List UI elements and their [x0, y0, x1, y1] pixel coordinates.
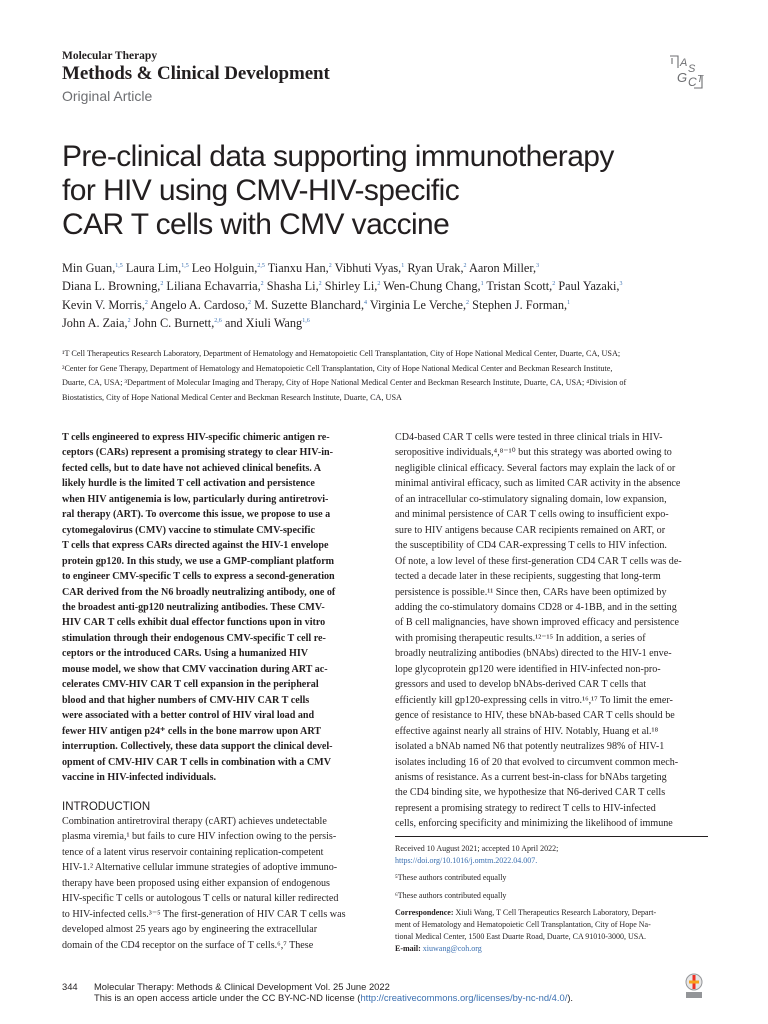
author-name: Shirley Li, — [321, 279, 378, 294]
introduction-text — [62, 814, 376, 953]
abstract-line: celerates CMV-HIV CAR T cell expansion in the peripheral — [62, 679, 319, 691]
license-text: This is an open access article under the CC BY-NC-ND license ( — [94, 992, 361, 1003]
footnote-6: ⁶These authors contributed equally — [395, 890, 507, 900]
affiliation-marker: 2 — [552, 281, 556, 288]
body-text-right-column — [395, 430, 708, 832]
affiliation-marker: 3 — [536, 262, 540, 269]
correspondence-label: Correspondence: — [395, 907, 454, 917]
affiliation-marker: 1 — [401, 262, 405, 269]
author-name: Leo Holguin, — [188, 261, 258, 275]
affiliation-marker: 2 — [260, 281, 264, 288]
correspondence-line — [395, 907, 708, 919]
intro-line: domain of the CD4 receptor on the surface of T cells.⁶,⁷ These — [62, 939, 314, 951]
intro-line: Combination antiretroviral therapy (cART) achieves undetectable — [62, 816, 327, 827]
body-line: of B cell malignancies, have shown improved efficacy and persistence — [395, 617, 680, 629]
body-line: effective against nearly all strains of HIV. Notably, Huang et al.¹⁸ — [395, 725, 659, 737]
article-title — [62, 140, 682, 242]
article-type: Original Article — [62, 88, 153, 104]
abstract-line: fected cells, but to date have not achieved clinical benefits. A — [62, 462, 322, 474]
body-line: minimal antiviral efficacy, such as limited CAR activity in the absence — [395, 478, 681, 490]
author-name: Diana L. Browning, — [62, 279, 161, 294]
intro-line: tence of a latent virus reservoir containing replication-competent — [62, 846, 324, 858]
title-line: CAR T cells with CMV vaccine — [62, 208, 450, 241]
abstract-line: to engineer CMV-specific T cells to express a second-generation — [62, 571, 335, 583]
license-line — [94, 992, 573, 1003]
author-name: Aaron Miller, — [466, 261, 537, 275]
author-line — [62, 277, 722, 295]
abstract-line: protein gp120. In this study, we use a GMP-compliant platform — [62, 555, 335, 567]
correspondence-text: tional Medical Center, 1500 East Duarte Road, Duarte, CA 91010-3000, USA. — [395, 932, 646, 942]
abstract-line: fewer HIV antigen p24⁺ cells in the bone marrow upon ART — [62, 725, 322, 737]
affiliations — [62, 347, 712, 406]
abstract-line: T cells that express CARs directed against the HIV-1 envelope — [62, 540, 329, 552]
body-line: sure to HIV antigens because CAR recipients remained on ART, or — [395, 524, 666, 536]
author-name: Stephen J. Forman, — [469, 297, 568, 312]
author-name: Min Guan, — [62, 261, 116, 275]
title-line: for HIV using CMV-HIV-specific — [62, 174, 460, 207]
abstract-line: HIV CAR T cells exhibit dual effector functions upon in vitro — [62, 617, 326, 629]
affiliation-line: Duarte, CA, USA; ³Department of Molecular Imaging and Therapy, City of Hope National Medical Center and Beckman Research Institute, Duarte, CA, USA; ⁴Division of — [62, 378, 627, 388]
body-line: persistence is possible.¹¹ Since then, CARs have been optimized by — [395, 586, 667, 598]
author-line — [62, 314, 722, 332]
affiliation-line: Biostatistics, City of Hope National Medical Center and Beckman Research Institute, Duarte, CA, USA — [62, 393, 402, 403]
abstract-line: when HIV antigenemia is low, particularly during antiretrovi- — [62, 493, 329, 505]
author-name: and Xiuli Wang — [221, 315, 303, 330]
affiliation-marker: 2 — [248, 299, 251, 306]
correspondence-text: ment of Hematology and Hematopoietic Cell Transplantation, City of Hope Na- — [395, 920, 651, 930]
intro-line: to HIV-infected cells.³⁻⁵ The first-generation of HIV CAR T cells was — [62, 908, 346, 920]
footnote-5: ⁵These authors contributed equally — [395, 873, 507, 883]
author-name: Kevin V. Morris, — [62, 297, 145, 312]
received-dates: Received 10 August 2021; accepted 10 April 2022; — [395, 844, 559, 853]
author-list — [62, 259, 722, 332]
affiliation-marker: 1,5 — [181, 262, 189, 269]
author-name: Angelo A. Cardoso, — [147, 297, 248, 312]
author-name: Laura Lim, — [122, 261, 182, 275]
body-line: gence of resistance to HIV, these bNAb-based CAR T cells should be — [395, 710, 675, 722]
affiliation-marker: 2 — [377, 281, 381, 288]
author-line — [62, 259, 722, 277]
body-line: the susceptibility of CD4 CAR-expressing T cells to HIV infection. — [395, 540, 667, 552]
abstract-line: the broadest anti-gp120 neutralizing antibodies. These CMV- — [62, 601, 325, 613]
author-name: Paul Yazaki, — [555, 279, 620, 294]
affiliation-marker: 3 — [619, 281, 623, 288]
abstract-line: likely hurdle is the limited T cell activation and persistence — [62, 478, 315, 490]
svg-text:S: S — [688, 63, 696, 75]
abstract-line: ceptors (CARs) represent a promising strategy to clear HIV-in- — [62, 447, 333, 459]
body-line: adding the co-stimulatory domains CD28 or 4-1BB, and in the setting — [395, 601, 677, 613]
body-line: lope glycoprotein gp120 were identified in HIV-infected non-pro- — [395, 663, 661, 675]
author-name: Wen-Chung Chang, — [380, 279, 481, 294]
crossmark-icon[interactable] — [683, 972, 705, 1000]
body-line: Of note, a low level of these first-generation CD4 CAR T cells was de- — [395, 555, 682, 567]
svg-text:T: T — [697, 74, 704, 85]
abstract-line: ceptors or the introduced CARs. Using a humanized HIV — [62, 648, 309, 660]
affiliation-marker: 1 — [480, 281, 484, 288]
license-link[interactable]: http://creativecommons.org/licenses/by-nc-nd/4.0/ — [360, 992, 568, 1003]
title-line: Pre-clinical data supporting immunotherapy — [62, 140, 614, 173]
author-name: Vibhuti Vyas, — [331, 261, 402, 275]
body-line: represent a promising strategy to redirect T cells to HIV-infected — [395, 802, 656, 814]
body-line: isolated a bNAb named N6 that potently neutralizes 98% of HIV-1 — [395, 741, 665, 753]
intro-line: plasma viremia,¹ but fails to cure HIV infection owing to the persis- — [62, 831, 337, 843]
section-heading-introduction: INTRODUCTION — [62, 801, 151, 813]
body-line: seropositive individuals,⁴,⁸⁻¹⁰ but this strategy was aborted owing to — [395, 447, 672, 459]
asgct-logo-icon — [664, 52, 708, 92]
affiliation-marker: 2 — [463, 262, 467, 269]
abstract-line: T cells engineered to express HIV-specific chimeric antigen re- — [62, 432, 330, 443]
journal-series: Methods & Clinical Development — [62, 63, 330, 84]
doi-link[interactable]: https://doi.org/10.1016/j.omtm.2022.04.007. — [395, 856, 538, 866]
license-text-end: ). — [567, 992, 574, 1003]
abstract-line: blood and that higher numbers of CMV-HIV CAR T cells — [62, 694, 310, 706]
abstract-line: vaccine in HIV-infected individuals. — [62, 771, 217, 783]
body-line: negligible clinical efficacy. Several factors may explain the lack of or — [395, 462, 676, 474]
author-name: John C. Burnett, — [130, 315, 215, 330]
author-name: Tianxu Han, — [264, 261, 329, 275]
abstract — [62, 430, 376, 785]
abstract-line: ral therapy (ART). To overcome this issue, we propose to use a — [62, 509, 331, 521]
email-line — [395, 943, 708, 955]
affiliation-marker: 2,6 — [214, 317, 222, 324]
author-name: John A. Zaia, — [62, 315, 128, 330]
abstract-line: were associated with a better control of HIV viral load and — [62, 710, 315, 722]
author-line — [62, 296, 722, 314]
body-line: efficiently kill gp120-expressing cells in vitro.¹⁶,¹⁷ To limit the emer- — [395, 694, 673, 706]
affiliation-marker: 2 — [160, 281, 164, 288]
body-line: tected a decade later in these recipients, suggesting that long-term — [395, 571, 661, 583]
affiliation-marker: 2 — [318, 281, 322, 288]
journal-name: Molecular Therapy — [62, 50, 158, 62]
body-line: CD4-based CAR T cells were tested in three clinical trials in HIV- — [395, 432, 663, 443]
author-name: M. Suzette Blanchard, — [251, 297, 365, 312]
abstract-line: mouse model, we show that CMV vaccination during ART ac- — [62, 663, 328, 675]
abstract-line: interruption. Collectively, these data support the clinical devel- — [62, 741, 333, 753]
body-line: gressors and used to develop bNAbs-derived CAR T cells that — [395, 679, 647, 691]
journal-citation: Molecular Therapy: Methods & Clinical Development Vol. 25 June 2022 — [94, 981, 390, 992]
abstract-line: stimulation through their endogenous CMV-specific T cell re- — [62, 632, 326, 644]
intro-line: HIV-specific T cells or autologous T cells or natural killer redirected — [62, 893, 339, 905]
affiliation-marker: 2 — [127, 317, 131, 324]
affiliation-marker: 4 — [364, 299, 368, 306]
body-line: with promising therapeutic results.¹²⁻¹⁵ In addition, a series of — [395, 632, 646, 644]
affiliation-marker: 1 — [567, 299, 571, 306]
svg-text:A: A — [680, 57, 688, 69]
abstract-line: CAR derived from the N6 broadly neutralizing antibody, one of — [62, 586, 336, 598]
author-name: Shasha Li, — [263, 279, 319, 294]
body-line: the CD4 binding site, we hypothesize that N6-derived CAR T cells — [395, 787, 666, 799]
body-line: broadly neutralizing antibodies (bNAbs) directed to the HIV-1 enve- — [395, 648, 672, 660]
page-number: 344 — [62, 981, 78, 992]
affiliation-marker: 1,5 — [115, 262, 123, 269]
intro-line: developed almost 25 years ago by engineering the extracellular — [62, 924, 318, 936]
email-label: E-mail: — [395, 944, 421, 954]
author-name: Liliana Echavarria, — [163, 279, 261, 294]
svg-text:G: G — [677, 70, 688, 85]
author-name: Virginia Le Verche, — [367, 297, 467, 312]
email-link[interactable]: xiuwang@coh.org — [422, 944, 482, 954]
intro-line: HIV-1.² Alternative cellular immune strategies of adoptive immuno- — [62, 862, 338, 874]
svg-text:C: C — [688, 75, 697, 89]
body-line: and minimal persistence of CAR T cells owing to insufficient expo- — [395, 509, 669, 521]
abstract-line: opment of CMV-HIV CAR T cells in combination with a CMV — [62, 756, 331, 768]
body-line: anisms of resistance. As a current best-in-class for bNAbs targeting — [395, 771, 667, 783]
abstract-line: cytomegalovirus (CMV) vaccine to stimulate CMV-specific — [62, 524, 315, 536]
affiliation-marker: 2 — [328, 262, 332, 269]
article-notes — [395, 843, 708, 956]
correspondence-text: Xiuli Wang, T Cell Therapeutics Research Laboratory, Depart- — [453, 907, 657, 917]
body-line: of an intracellular co-stimulatory signaling domain, low expansion, — [395, 493, 667, 505]
affiliation-marker: 1,6 — [302, 317, 310, 324]
affiliation-marker: 2 — [466, 299, 470, 306]
body-line: cells, enforcing specificity and minimizing the likelihood of immune — [395, 818, 673, 830]
affiliation-marker: 2 — [144, 299, 148, 306]
author-name: Tristan Scott, — [483, 279, 553, 294]
intro-line: therapy have been proposed using either expansion of endogenous — [62, 877, 330, 889]
body-line: isolates including 16 of 20 that evolved to circumvent common mech- — [395, 756, 679, 768]
affiliation-marker: 2,5 — [257, 262, 265, 269]
affiliation-line: ¹T Cell Therapeutics Research Laboratory, Department of Hematology and Hematopoietic Cell Transplantation, City of Hope National Medical Center, Duarte, CA, USA; — [62, 349, 621, 358]
footnote-divider — [395, 836, 708, 837]
author-name: Ryan Urak, — [404, 261, 464, 275]
affiliation-line: ²Center for Gene Therapy, Department of Hematology and Hematopoietic Cell Transplantation, City of Hope National Medical Center and Beckman Research Institute, — [62, 363, 613, 373]
